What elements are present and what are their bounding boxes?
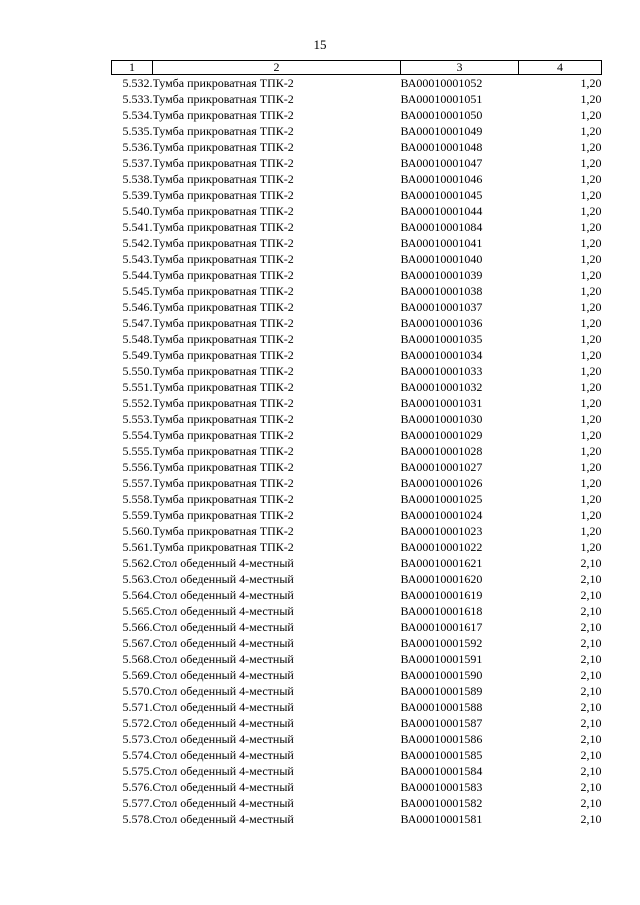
row-number: 5.576. — [122, 780, 153, 794]
table-row — [112, 411, 602, 427]
inventory-code: ВА00010001032 — [400, 380, 483, 394]
row-number: 5.555. — [122, 444, 153, 458]
inventory-code: ВА00010001027 — [400, 460, 483, 474]
table-row — [112, 251, 602, 267]
inventory-code: ВА00010001582 — [400, 796, 483, 810]
inventory-code: ВА00010001039 — [400, 268, 483, 282]
row-number: 5.563. — [122, 572, 153, 586]
inventory-code: ВА00010001586 — [400, 732, 483, 746]
table-row — [112, 555, 602, 571]
item-name: Стол обеденный 4-местный — [152, 684, 294, 698]
item-name: Стол обеденный 4-местный — [152, 572, 294, 586]
row-number: 5.553. — [122, 412, 153, 426]
table-row — [112, 795, 602, 811]
item-value: 1,20 — [580, 172, 602, 186]
row-number: 5.564. — [122, 588, 153, 602]
column-header-3: 3 — [401, 61, 519, 75]
table-row — [112, 315, 602, 331]
inventory-code: ВА00010001583 — [400, 780, 483, 794]
row-number: 5.569. — [122, 668, 153, 682]
item-name: Стол обеденный 4-местный — [152, 588, 294, 602]
inventory-code: ВА00010001585 — [400, 748, 483, 762]
inventory-code: ВА00010001028 — [400, 444, 483, 458]
table-row — [112, 651, 602, 667]
inventory-code: ВА00010001044 — [400, 204, 483, 218]
item-name: Тумба прикроватная ТПК-2 — [152, 524, 294, 538]
table-body — [112, 75, 602, 828]
item-name: Тумба прикроватная ТПК-2 — [152, 284, 294, 298]
table-row — [112, 667, 602, 683]
row-number: 5.556. — [122, 460, 153, 474]
table-row — [112, 683, 602, 699]
item-name: Тумба прикроватная ТПК-2 — [152, 508, 294, 522]
item-value: 1,20 — [580, 332, 602, 346]
row-number: 5.551. — [122, 380, 153, 394]
table-row — [112, 155, 602, 171]
row-number: 5.532. — [122, 76, 153, 90]
item-value: 1,20 — [580, 236, 602, 250]
inventory-code: ВА00010001590 — [400, 668, 483, 682]
item-value: 2,10 — [580, 780, 602, 794]
row-number: 5.552. — [122, 396, 153, 410]
item-name: Тумба прикроватная ТПК-2 — [152, 316, 294, 330]
item-name: Стол обеденный 4-местный — [152, 652, 294, 666]
item-name: Тумба прикроватная ТПК-2 — [152, 172, 294, 186]
item-name: Стол обеденный 4-местный — [152, 636, 294, 650]
item-value: 1,20 — [580, 284, 602, 298]
column-header-1: 1 — [112, 61, 153, 75]
row-number: 5.547. — [122, 316, 153, 330]
row-number: 5.568. — [122, 652, 153, 666]
item-name: Тумба прикроватная ТПК-2 — [152, 76, 294, 90]
row-number: 5.542. — [122, 236, 153, 250]
item-name: Тумба прикроватная ТПК-2 — [152, 332, 294, 346]
inventory-code: ВА00010001022 — [400, 540, 483, 554]
item-value: 2,10 — [580, 748, 602, 762]
table-row — [112, 123, 602, 139]
inventory-code: ВА00010001045 — [400, 188, 483, 202]
item-value: 2,10 — [580, 764, 602, 778]
item-name: Тумба прикроватная ТПК-2 — [152, 220, 294, 234]
inventory-code: ВА00010001618 — [400, 604, 483, 618]
item-name: Тумба прикроватная ТПК-2 — [152, 140, 294, 154]
inventory-code: ВА00010001024 — [400, 508, 483, 522]
item-name: Стол обеденный 4-местный — [152, 716, 294, 730]
item-name: Тумба прикроватная ТПК-2 — [152, 236, 294, 250]
table-row — [112, 91, 602, 107]
item-value: 1,20 — [580, 460, 602, 474]
row-number: 5.541. — [122, 220, 153, 234]
item-value: 1,20 — [580, 364, 602, 378]
item-value: 2,10 — [580, 636, 602, 650]
item-value: 2,10 — [580, 668, 602, 682]
table-row — [112, 507, 602, 523]
table-row — [112, 763, 602, 779]
item-value: 1,20 — [580, 92, 602, 106]
table-row — [112, 715, 602, 731]
item-value: 1,20 — [580, 524, 602, 538]
row-number: 5.538. — [122, 172, 153, 186]
row-number: 5.559. — [122, 508, 153, 522]
item-value: 1,20 — [580, 140, 602, 154]
row-number: 5.558. — [122, 492, 153, 506]
table-row — [112, 75, 602, 92]
inventory-code: ВА00010001048 — [400, 140, 483, 154]
row-number: 5.533. — [122, 92, 153, 106]
item-name: Тумба прикроватная ТПК-2 — [152, 540, 294, 554]
item-value: 2,10 — [580, 700, 602, 714]
item-value: 2,10 — [580, 684, 602, 698]
item-name: Стол обеденный 4-местный — [152, 732, 294, 746]
table-row — [112, 539, 602, 555]
item-name: Стол обеденный 4-местный — [152, 700, 294, 714]
item-value: 1,20 — [580, 380, 602, 394]
inventory-code: ВА00010001037 — [400, 300, 483, 314]
row-number: 5.575. — [122, 764, 153, 778]
item-name: Стол обеденный 4-местный — [152, 780, 294, 794]
row-number: 5.548. — [122, 332, 153, 346]
row-number: 5.535. — [122, 124, 153, 138]
inventory-code: ВА00010001036 — [400, 316, 483, 330]
item-name: Тумба прикроватная ТПК-2 — [152, 204, 294, 218]
item-value: 2,10 — [580, 620, 602, 634]
item-value: 1,20 — [580, 428, 602, 442]
item-name: Тумба прикроватная ТПК-2 — [152, 268, 294, 282]
item-value: 1,20 — [580, 396, 602, 410]
item-name: Тумба прикроватная ТПК-2 — [152, 476, 294, 490]
row-number: 5.546. — [122, 300, 153, 314]
row-number: 5.577. — [122, 796, 153, 810]
row-number: 5.565. — [122, 604, 153, 618]
item-name: Стол обеденный 4-местный — [152, 812, 294, 826]
table-row — [112, 747, 602, 763]
item-value: 1,20 — [580, 108, 602, 122]
inventory-code: ВА00010001591 — [400, 652, 483, 666]
item-name: Тумба прикроватная ТПК-2 — [152, 348, 294, 362]
item-value: 1,20 — [580, 124, 602, 138]
table-row — [112, 283, 602, 299]
table-row — [112, 731, 602, 747]
item-value: 1,20 — [580, 188, 602, 202]
item-name: Тумба прикроватная ТПК-2 — [152, 444, 294, 458]
row-number: 5.536. — [122, 140, 153, 154]
item-name: Тумба прикроватная ТПК-2 — [152, 108, 294, 122]
item-name: Тумба прикроватная ТПК-2 — [152, 92, 294, 106]
table-row — [112, 699, 602, 715]
row-number: 5.567. — [122, 636, 153, 650]
row-number: 5.540. — [122, 204, 153, 218]
row-number: 5.539. — [122, 188, 153, 202]
item-value: 1,20 — [580, 508, 602, 522]
item-value: 1,20 — [580, 300, 602, 314]
table-row — [112, 491, 602, 507]
row-number: 5.566. — [122, 620, 153, 634]
item-name: Тумба прикроватная ТПК-2 — [152, 396, 294, 410]
table-row — [112, 187, 602, 203]
item-value: 2,10 — [580, 604, 602, 618]
item-value: 1,20 — [580, 348, 602, 362]
inventory-code: ВА00010001589 — [400, 684, 483, 698]
item-value: 2,10 — [580, 796, 602, 810]
item-value: 1,20 — [580, 156, 602, 170]
table-row — [112, 235, 602, 251]
table-header-row — [112, 61, 602, 75]
inventory-code: ВА00010001034 — [400, 348, 483, 362]
row-number: 5.574. — [122, 748, 153, 762]
item-name: Тумба прикроватная ТПК-2 — [152, 156, 294, 170]
item-name: Тумба прикроватная ТПК-2 — [152, 364, 294, 378]
inventory-code: ВА00010001587 — [400, 716, 483, 730]
item-name: Стол обеденный 4-местный — [152, 796, 294, 810]
inventory-code: ВА00010001592 — [400, 636, 483, 650]
item-name: Тумба прикроватная ТПК-2 — [152, 124, 294, 138]
table-row — [112, 443, 602, 459]
inventory-code: ВА00010001617 — [400, 620, 483, 634]
inventory-code: ВА00010001031 — [400, 396, 483, 410]
table-row — [112, 139, 602, 155]
item-name: Тумба прикроватная ТПК-2 — [152, 492, 294, 506]
item-value: 2,10 — [580, 732, 602, 746]
row-number: 5.561. — [122, 540, 153, 554]
item-value: 1,20 — [580, 476, 602, 490]
column-header-2: 2 — [153, 61, 401, 75]
table-row — [112, 603, 602, 619]
row-number: 5.572. — [122, 716, 153, 730]
row-number: 5.543. — [122, 252, 153, 266]
inventory-code: ВА00010001040 — [400, 252, 483, 266]
table-row — [112, 299, 602, 315]
row-number: 5.562. — [122, 556, 153, 570]
inventory-code: ВА00010001025 — [400, 492, 483, 506]
inventory-code: ВА00010001026 — [400, 476, 483, 490]
item-name: Стол обеденный 4-местный — [152, 764, 294, 778]
item-value: 2,10 — [580, 572, 602, 586]
item-name: Стол обеденный 4-местный — [152, 620, 294, 634]
item-value: 1,20 — [580, 252, 602, 266]
item-name: Стол обеденный 4-местный — [152, 748, 294, 762]
row-number: 5.537. — [122, 156, 153, 170]
item-value: 2,10 — [580, 652, 602, 666]
inventory-code: ВА00010001047 — [400, 156, 483, 170]
item-value: 2,10 — [580, 716, 602, 730]
table-row — [112, 475, 602, 491]
inventory-code: ВА00010001588 — [400, 700, 483, 714]
row-number: 5.560. — [122, 524, 153, 538]
inventory-code: ВА00010001038 — [400, 284, 483, 298]
row-number: 5.578. — [122, 812, 153, 826]
item-value: 1,20 — [580, 76, 602, 90]
item-value: 2,10 — [580, 812, 602, 826]
item-name: Тумба прикроватная ТПК-2 — [152, 300, 294, 314]
item-name: Тумба прикроватная ТПК-2 — [152, 428, 294, 442]
item-value: 1,20 — [580, 444, 602, 458]
item-value: 1,20 — [580, 204, 602, 218]
inventory-code: ВА00010001619 — [400, 588, 483, 602]
row-number: 5.550. — [122, 364, 153, 378]
table-row — [112, 523, 602, 539]
table-row — [112, 379, 602, 395]
table-row — [112, 635, 602, 651]
inventory-code: ВА00010001621 — [400, 556, 483, 570]
inventory-code: ВА00010001029 — [400, 428, 483, 442]
table-row — [112, 363, 602, 379]
item-value: 1,20 — [580, 316, 602, 330]
table-row — [112, 811, 602, 827]
inventory-code: ВА00010001035 — [400, 332, 483, 346]
table-row — [112, 331, 602, 347]
table-row — [112, 395, 602, 411]
table-row — [112, 267, 602, 283]
row-number: 5.544. — [122, 268, 153, 282]
row-number: 5.570. — [122, 684, 153, 698]
item-name: Стол обеденный 4-местный — [152, 556, 294, 570]
inventory-code: ВА00010001084 — [400, 220, 483, 234]
row-number: 5.554. — [122, 428, 153, 442]
table-row — [112, 347, 602, 363]
row-number: 5.571. — [122, 700, 153, 714]
table-row — [112, 107, 602, 123]
inventory-code: ВА00010001051 — [400, 92, 483, 106]
inventory-code: ВА00010001049 — [400, 124, 483, 138]
page-number: 15 — [313, 37, 327, 52]
inventory-table — [111, 60, 602, 827]
item-value: 1,20 — [580, 412, 602, 426]
item-value: 1,20 — [580, 492, 602, 506]
row-number: 5.549. — [122, 348, 153, 362]
row-number: 5.557. — [122, 476, 153, 490]
item-value: 1,20 — [580, 220, 602, 234]
table-row — [112, 619, 602, 635]
inventory-code: ВА00010001584 — [400, 764, 483, 778]
item-value: 2,10 — [580, 556, 602, 570]
item-name: Тумба прикроватная ТПК-2 — [152, 252, 294, 266]
inventory-code: ВА00010001030 — [400, 412, 483, 426]
row-number: 5.573. — [122, 732, 153, 746]
table-row — [112, 427, 602, 443]
item-name: Тумба прикроватная ТПК-2 — [152, 188, 294, 202]
inventory-code: ВА00010001052 — [400, 76, 483, 90]
item-name: Тумба прикроватная ТПК-2 — [152, 460, 294, 474]
item-name: Тумба прикроватная ТПК-2 — [152, 380, 294, 394]
item-value: 1,20 — [580, 540, 602, 554]
item-value: 2,10 — [580, 588, 602, 602]
table-row — [112, 459, 602, 475]
inventory-code: ВА00010001050 — [400, 108, 483, 122]
table-row — [112, 171, 602, 187]
item-value: 1,20 — [580, 268, 602, 282]
row-number: 5.545. — [122, 284, 153, 298]
inventory-code: ВА00010001581 — [400, 812, 483, 826]
table-row — [112, 779, 602, 795]
item-name: Стол обеденный 4-местный — [152, 668, 294, 682]
table-row — [112, 203, 602, 219]
column-header-4: 4 — [519, 61, 602, 75]
inventory-code: ВА00010001046 — [400, 172, 483, 186]
inventory-code: ВА00010001620 — [400, 572, 483, 586]
inventory-code: ВА00010001023 — [400, 524, 483, 538]
table-row — [112, 587, 602, 603]
table-row — [112, 219, 602, 235]
inventory-code: ВА00010001041 — [400, 236, 483, 250]
item-name: Тумба прикроватная ТПК-2 — [152, 412, 294, 426]
item-name: Стол обеденный 4-местный — [152, 604, 294, 618]
inventory-code: ВА00010001033 — [400, 364, 483, 378]
row-number: 5.534. — [122, 108, 153, 122]
table-row — [112, 571, 602, 587]
